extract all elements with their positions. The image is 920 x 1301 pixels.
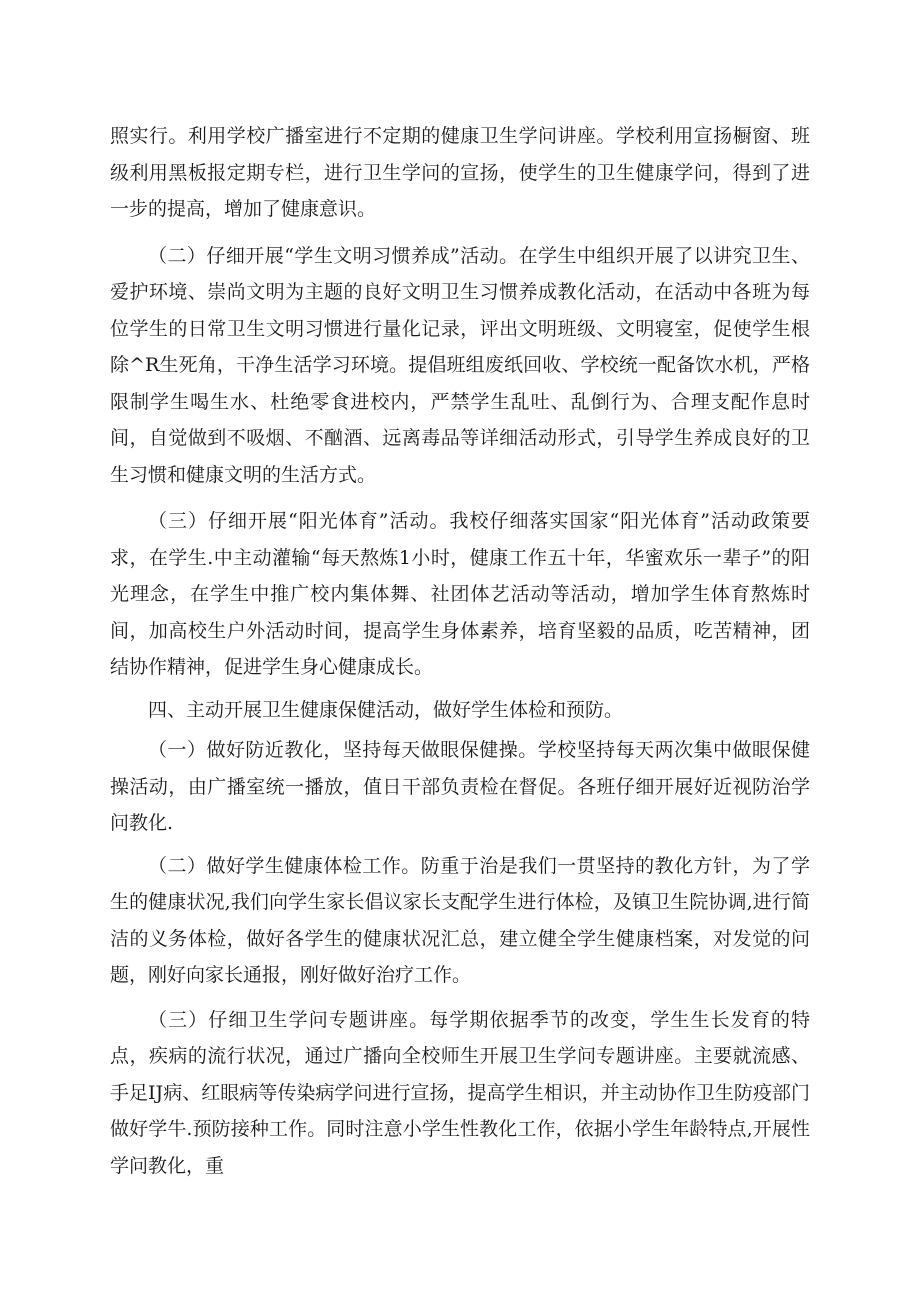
paragraph-sunshine-sports: （三）仔细开展“阳光体育”活动。我校仔细落实国家“阳光体育”活动政策要求，在学生.中主动灌输“每天熬炼1小时，健康工作五十年，华蜜欢乐一辈子”的阳光理念，在学生中推广校内集体舞、社团体艺活动等活动，增加学生体育熬炼时间，加高校生户外活动时间，提高学生身体素养，培育坚毅的品质，吃苦精神，团结协作精神，促进学生身心健康成长。 (110, 510, 810, 678)
paragraph-continuation: 照实行。利用学校广播室进行不定期的健康卫生学问讲座。学校利用宣扬橱窗、班级利用黑板报定期专栏，进行卫生学问的宣扬，使学生的卫生健康学问，得到了进一步的提高，增加了健康意识。 (110, 125, 810, 220)
paragraph-health-checkup: （二）做好学生健康体检工作。防重于治是我们一贯坚持的教化方针，为了学生的健康状况,我们向学生家长倡议家长支配学生进行体检，及镇卫生院协调,进行简洁的义务体检，做好各学生的健康状况汇总，建立健全学生健康档案，对发觉的问题，刚好向家长通报，刚好做好治疗工作。 (110, 854, 810, 986)
paragraph-health-lectures: （三）仔细卫生学问专题讲座。每学期依据季节的改变，学生生长发育的特点，疾病的流行状况，通过广播向全校师生开展卫生学问专题讲座。主要就流感、手足IJ病、红眼病等传染病学问进行宣扬，提高学生相识，并主动协作卫生防疫部门做好学牛.预防接种工作。同时注意小学生性教化工作，依据小学生年龄特点,开展性学问教化，重 (110, 1008, 810, 1177)
paragraph-civilized-habits: （二）仔细开展“学生文明习惯养成”活动。在学生中组织开展了以讲究卫生、爱护环境、崇尚文明为主题的良好文明卫生习惯养成教化活动，在活动中各班为每位学生的日常卫生文明习惯进行量化记录，评出文明班级、文明寝室，促使学生根除^R生死角，干净生活学习环境。提倡班组废纸回收、学校统一配备饮水机，严格限制学生喝生水、杜绝零食进校内，严禁学生乱吐、乱倒行为、合理支配作息时间，自觉做到不吸烟、不酗酒、远离毒品等详细活动形式，引导学生养成良好的卫生习惯和健康文明的生活方式。 (110, 244, 810, 486)
paragraph-myopia-prevention: （一）做好防近教化，坚持每天做眼保健操。学校坚持每天两次集中做眼保健操活动，由广播室统一播放，值日干部负责检在督促。各班仔细开展好近视防治学问教化. (110, 739, 810, 834)
section-heading-health-care: 四、主动开展卫生健康保健活动，做好学生体检和预防。 (148, 698, 624, 721)
document-body (110, 118, 810, 1184)
